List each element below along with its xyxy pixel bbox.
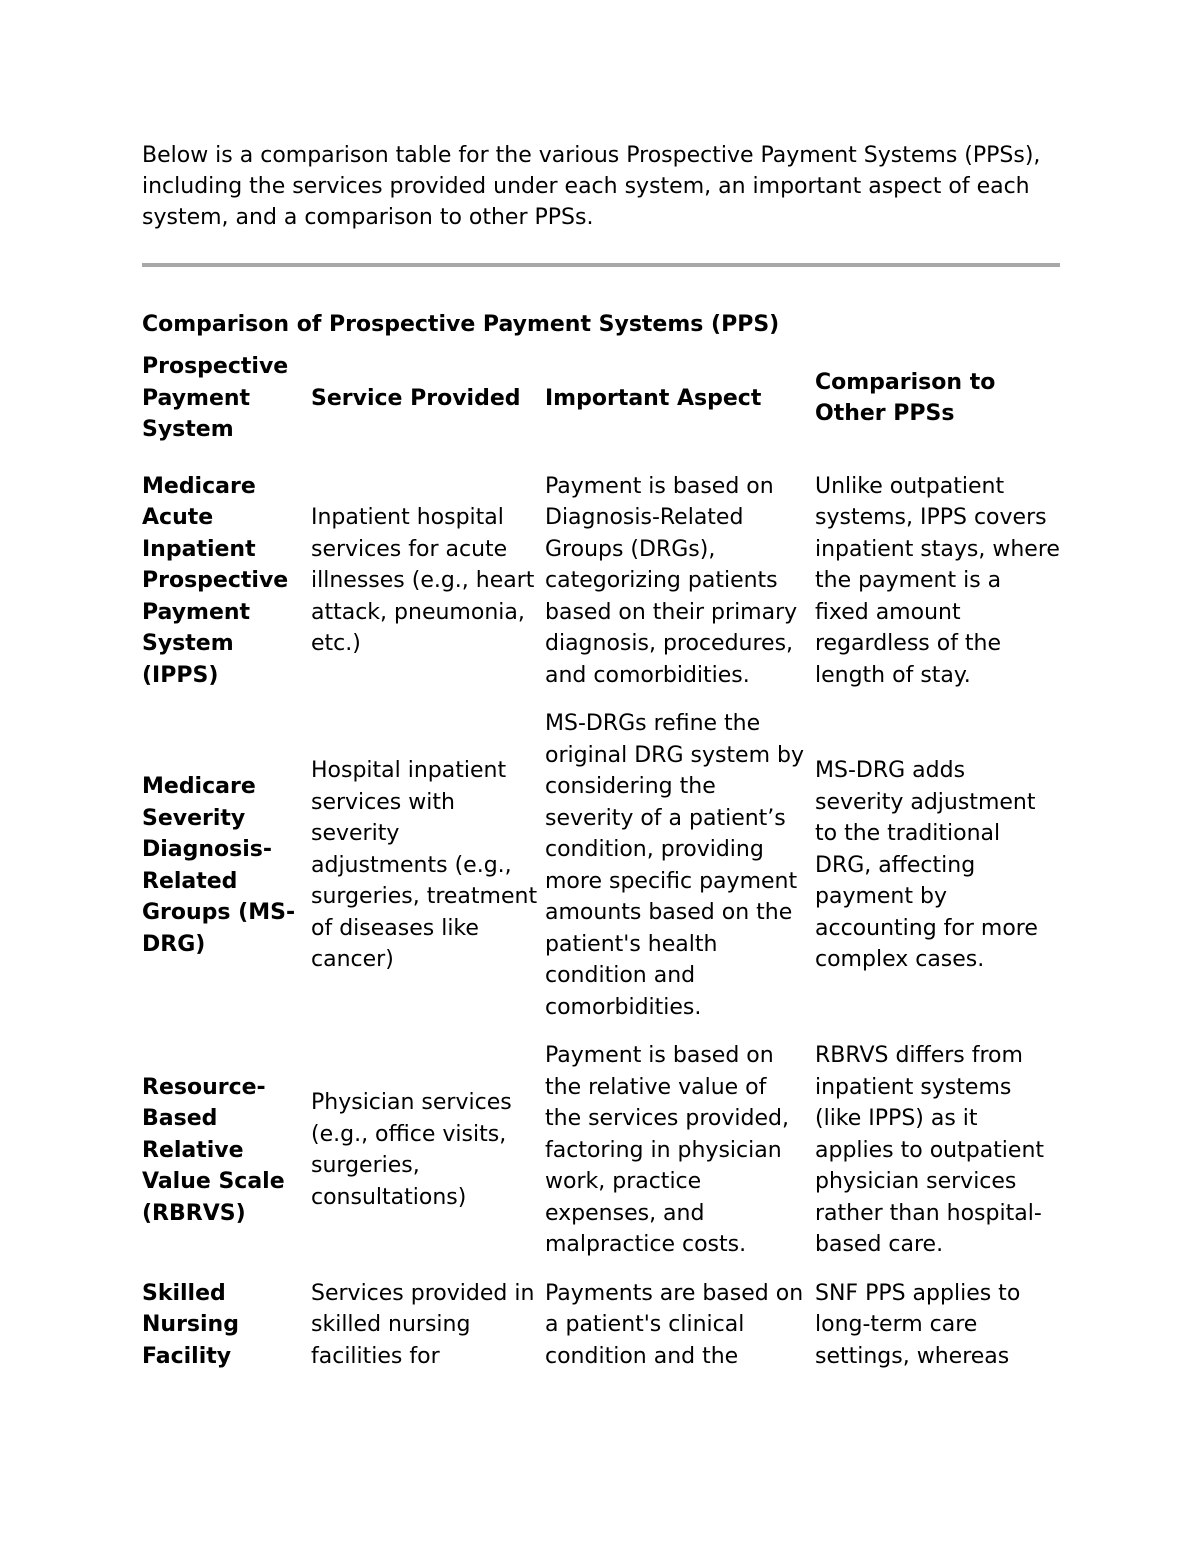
cell-aspect: MS-DRGs refine the original DRG system by considering the severity of a patient’s condition, providing more specific payment amounts based on the patient's health condition and comorbidities. bbox=[545, 711, 805, 1020]
cell-comparison: SNF PPS applies to long-term care settings, whereas bbox=[815, 1280, 1021, 1369]
table-row bbox=[139, 1275, 1063, 1387]
cell-system: Skilled Nursing Facility bbox=[142, 1280, 239, 1369]
cell-system: Resource-Based Relative Value Scale (RBRVS) bbox=[142, 1074, 285, 1226]
cell-aspect: Payment is based on the relative value of the services provided, factoring in physician work, practice expenses, and malpractice costs. bbox=[545, 1043, 789, 1257]
cell-aspect: Payment is based on Diagnosis-Related Groups (DRGs), categorizing patients based on their primary diagnosis, procedures, and comorbidities. bbox=[545, 473, 798, 688]
header-comparison: Comparison to Other PPSs bbox=[815, 369, 996, 427]
header-service: Service Provided bbox=[311, 385, 521, 411]
table-title: Comparison of Prospective Payment Systems (PPS) bbox=[142, 312, 780, 337]
cell-service: Physician services (e.g., office visits, surgeries, consultations) bbox=[311, 1090, 512, 1210]
document-page bbox=[142, 140, 1060, 1386]
cell-aspect: Payments are based on a patient's clinical condition and the bbox=[545, 1280, 804, 1369]
cell-system: Medicare Acute Inpatient Prospective Payment System (IPPS) bbox=[142, 473, 289, 688]
table-header-row bbox=[139, 348, 1063, 468]
cell-comparison: MS-DRG adds severity adjustment to the traditional DRG, affecting payment by accounting for more complex cases. bbox=[815, 758, 1038, 973]
cell-service: Inpatient hospital services for acute illnesses (e.g., heart attack, pneumonia, etc.) bbox=[311, 505, 535, 656]
table-row bbox=[139, 1037, 1063, 1275]
header-aspect: Important Aspect bbox=[545, 385, 762, 411]
cell-comparison: RBRVS differs from inpatient systems (like IPPS) as it applies to outpatient physician services rather than hospital-based care. bbox=[815, 1043, 1045, 1257]
cell-comparison: Unlike outpatient systems, IPPS covers inpatient stays, where the payment is a fixed amount regardless of the length of stay. bbox=[815, 473, 1060, 688]
intro-paragraph: Below is a comparison table for the various Prospective Payment Systems (PPSs), including the services provided under each system, an important aspect of each system, and a comparison to other PPSs. bbox=[142, 143, 1041, 230]
table-row bbox=[139, 468, 1063, 706]
pps-comparison-table bbox=[139, 348, 1063, 1386]
header-system: Prospective Payment System bbox=[142, 354, 289, 442]
cell-service: Hospital inpatient services with severity adjustments (e.g., surgeries, treatment of diseases like cancer) bbox=[311, 758, 538, 973]
cell-system: Medicare Severity Diagnosis-Related Groups (MS-DRG) bbox=[142, 774, 296, 957]
table-row bbox=[139, 705, 1063, 1037]
cell-service: Services provided in skilled nursing facilities for bbox=[311, 1280, 535, 1369]
horizontal-divider bbox=[142, 263, 1060, 267]
